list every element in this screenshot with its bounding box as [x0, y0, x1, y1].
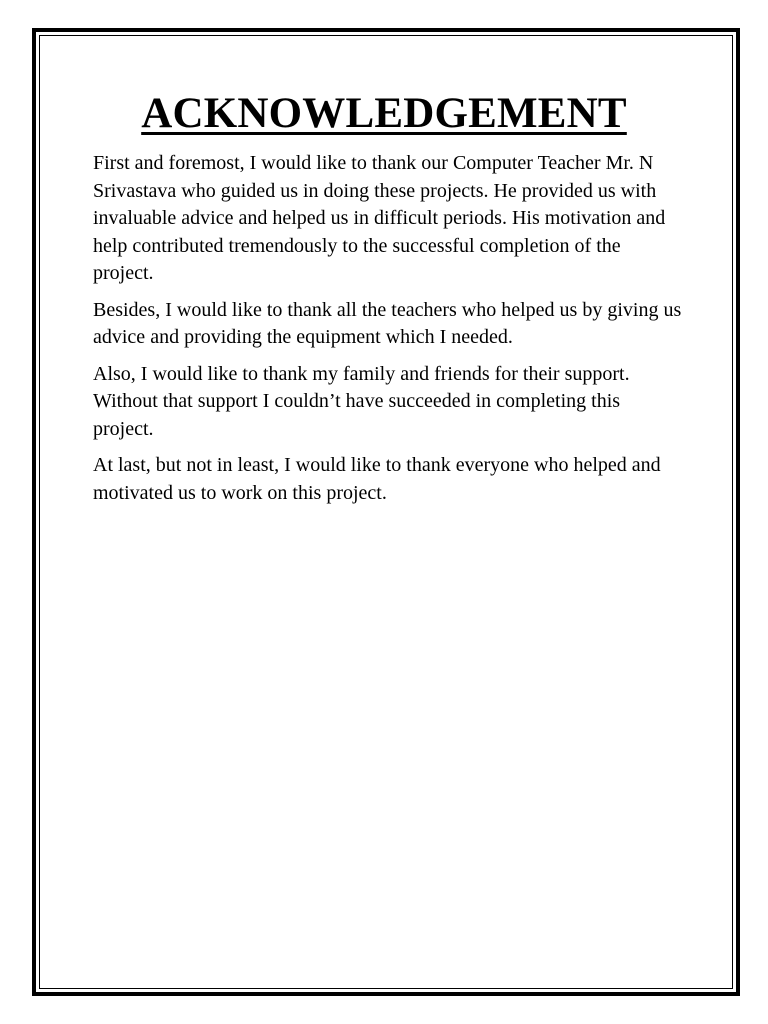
acknowledgement-body: [93, 150, 683, 516]
paragraph-closing-thanks: At last, but not in least, I would like to thank everyone who helped and motivated us to work on this project.: [93, 454, 661, 504]
paragraph-teacher-thanks: First and foremost, I would like to thank our Computer Teacher Mr. N Srivastava who guided us in doing these projects. He provided us with invaluable advice and helped us in difficult periods. His motivation and help contributed tremendously to the successful completion of the project.: [93, 152, 666, 284]
paragraph-teachers-thanks: Besides, I would like to thank all the teachers who helped us by giving us advice and providing the equipment which I needed.: [93, 298, 682, 348]
page-title: ACKNOWLEDGEMENT: [141, 90, 627, 137]
paragraph-family-thanks: Also, I would like to thank my family and friends for their support. Without that support I couldn’t have succeeded in completing this project.: [93, 362, 630, 440]
